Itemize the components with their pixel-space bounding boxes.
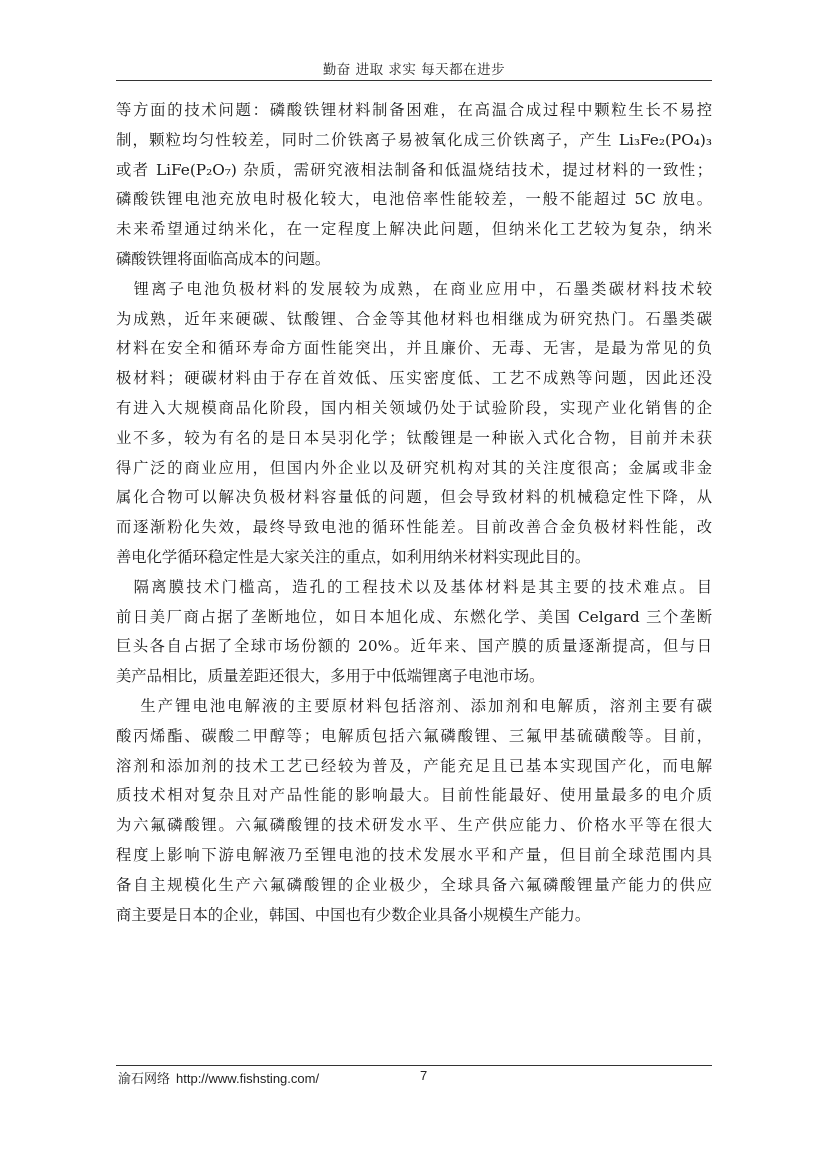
paragraph-separator-film: [116, 573, 712, 692]
footer-divider: [116, 1065, 712, 1066]
text-line: 质技术相对复杂且对产品性能的影响最大。目前性能最好、使用量最多的电介质: [116, 786, 712, 805]
text-line: 商主要是日本的企业，韩国、中国也有少数企业具备小规模生产能力。: [116, 905, 591, 924]
text-line: 极材料；硬碳材料由于存在首效低、压实密度低、工艺不成熟等问题，因此还没: [116, 369, 712, 388]
page-number: 7: [420, 1068, 428, 1083]
text-line: 得广泛的商业应用，但国内外企业以及研究机构对其的关注度很高；金属或非金: [116, 458, 712, 477]
text-line: 隔离膜技术门槛高，造孔的工程技术以及基体材料是其主要的技术难点。目: [116, 577, 712, 596]
text-line: 善电化学循环稳定性是大家关注的重点，如利用纳米材料实现此目的。: [116, 547, 591, 566]
paragraph-anode-materials: [116, 275, 712, 573]
text-line: 巨头各自占据了全球市场份额的 20%。近年来、国产膜的质量逐渐提高，但与日: [116, 637, 712, 656]
text-line: 而逐渐粉化失效，最终导致电池的循环性能差。目前改善合金负极材料性能，改: [116, 518, 712, 537]
text-line: 程度上影响下游电解液乃至锂电池的技术发展水平和产量，但目前全球范围内具: [116, 845, 712, 864]
text-line: 前日美厂商占据了垄断地位，如日本旭化成、东燃化学、美国 Celgard 三个垄断: [116, 607, 712, 626]
header-divider: [116, 80, 712, 81]
footer-url-link[interactable]: http://www.fishsting.com/: [176, 1071, 320, 1086]
text-line: 磷酸铁锂电池充放电时极化较大，电池倍率性能较差，一般不能超过 5C 放电。: [116, 190, 712, 209]
text-line: 业不多，较为有名的是日本吴羽化学；钛酸锂是一种嵌入式化合物，目前并未获: [116, 428, 712, 447]
text-line: 有进入大规模商品化阶段，国内相关领域仍处于试验阶段，实现产业化销售的企: [116, 398, 712, 417]
page-footer: [118, 1068, 319, 1087]
page-header: 勤奋 进取 求实 每天都在进步: [322, 62, 506, 78]
text-line: 为六氟磷酸锂。六氟磷酸锂的技术研发水平、生产供应能力、价格水平等在很大: [116, 816, 712, 835]
text-line: 磷酸铁锂将面临高成本的问题。: [116, 249, 331, 268]
text-line: 属化合物可以解决负极材料容量低的问题，但会导致材料的机械稳定性下降，从: [116, 488, 712, 507]
text-line: 溶剂和添加剂的技术工艺已经较为普及，产能充足且已基本实现国产化，而电解: [116, 756, 712, 775]
footer-company: 渝石网络: [118, 1072, 171, 1087]
text-line: 生产锂电池电解液的主要原材料包括溶剂、添加剂和电解质，溶剂主要有碳: [116, 696, 712, 715]
document-body: [116, 96, 712, 930]
text-line: 或者 LiFe(P₂O₇) 杂质，需研究液相法制备和低温烧结技术，提过材料的一致性；: [116, 160, 712, 179]
text-line: 为成熟，近年来硬碳、钛酸锂、合金等其他材料也相继成为研究热门。石墨类碳: [116, 309, 712, 328]
text-line: 酸丙烯酯、碳酸二甲醇等；电解质包括六氟磷酸锂、三氟甲基硫磺酸等。目前，: [116, 726, 712, 745]
paragraph-lfp-issues: [116, 96, 712, 275]
text-line: 材料在安全和循环寿命方面性能突出，并且廉价、无毒、无害，是最为常见的负: [116, 339, 712, 358]
text-line: 备自主规模化生产六氟磷酸锂的企业极少，全球具备六氟磷酸锂量产能力的供应: [116, 875, 712, 894]
text-line: 美产品相比，质量差距还很大，多用于中低端锂离子电池市场。: [116, 667, 545, 686]
text-line: 等方面的技术问题：磷酸铁锂材料制备困难，在高温合成过程中颗粒生长不易控: [116, 101, 712, 119]
text-line: 制，颗粒均匀性较差，同时二价铁离子易被氧化成三价铁离子，产生 Li₃Fe₂(PO₄)₃: [116, 130, 712, 149]
text-line: 未来希望通过纳米化，在一定程度上解决此问题，但纳米化工艺较为复杂，纳米: [116, 220, 712, 239]
paragraph-electrolyte: [116, 692, 712, 930]
text-line: 锂离子电池负极材料的发展较为成熟，在商业应用中，石墨类碳材料技术较: [116, 279, 712, 298]
